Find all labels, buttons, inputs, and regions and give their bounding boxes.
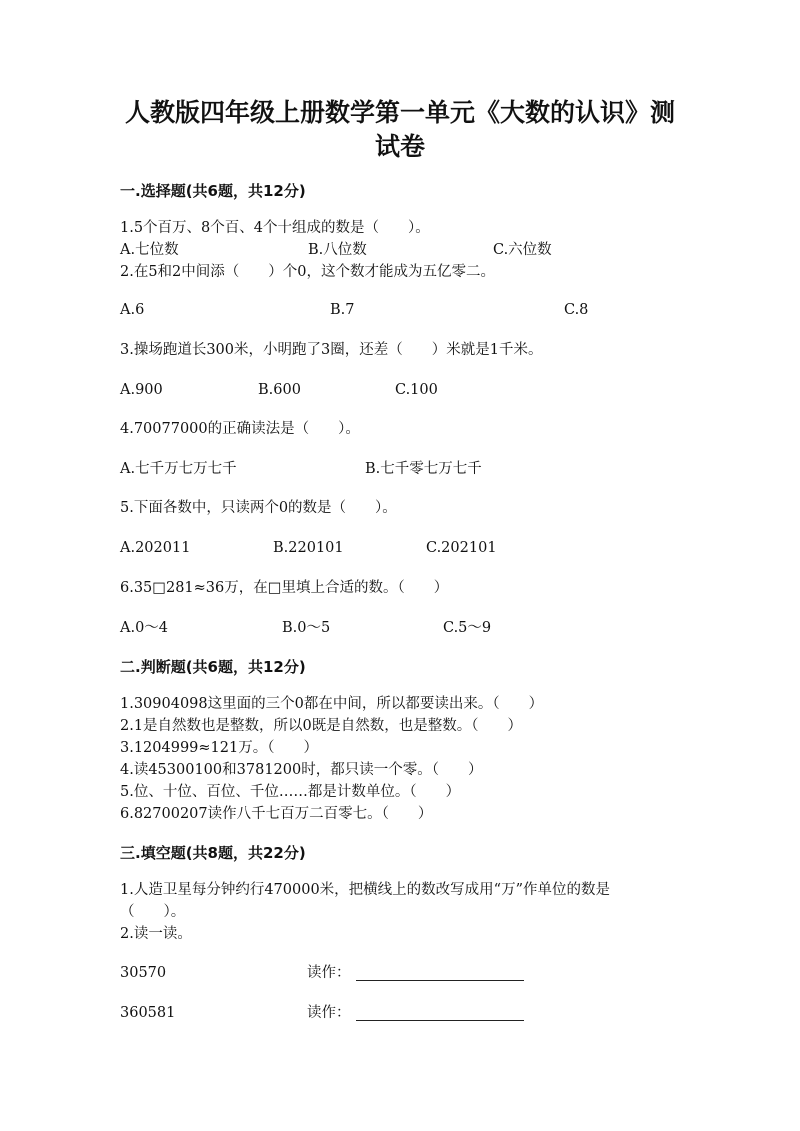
q1-1-option-a: A.七位数 (120, 242, 179, 258)
judgment-item-2: 2.1是自然数也是整数，所以0既是自然数，也是整数。（ ） (120, 718, 523, 734)
q1-1-option-b: B.八位数 (308, 242, 367, 258)
q1-5-option-a: A.202011 (120, 540, 191, 556)
q1-6-option-c: C.5～9 (443, 620, 492, 636)
page-title: 人教版四年级上册数学第一单元《大数的认识》测试卷 (124, 98, 675, 161)
question-1-5: 5.下面各数中，只读两个0的数是（ ）。 (120, 500, 397, 516)
question-1-4: 4.70077000的正确读法是（ ）。 (120, 421, 360, 437)
q1-3-option-b: B.600 (258, 382, 301, 398)
read-label-1: 读作： (307, 965, 351, 981)
section-2-heading: 二.判断题(共6题，共12分) (120, 658, 306, 676)
q1-2-option-c: C.8 (564, 302, 589, 318)
q1-2-option-a: A.6 (120, 302, 145, 318)
read-number-2: 360581 (120, 1005, 176, 1021)
judgment-item-4: 4.读45300100和3781200时，都只读一个零。（ ） (120, 762, 483, 778)
read-number-1: 30570 (120, 965, 167, 981)
q1-4-option-b: B.七千零七万七千 (365, 461, 482, 477)
answer-line-1[interactable] (356, 980, 524, 981)
section-1-heading: 一.选择题(共6题，共12分) (120, 182, 306, 200)
question-1-3: 3.操场跑道长300米，小明跑了3圈，还差（ ）米就是1千米。 (120, 342, 543, 358)
fill-question-1-line-1: 1.人造卫星每分钟约行470000米，把横线上的数改写成用“万”作单位的数是 (120, 882, 611, 898)
q1-6-option-a: A.0～4 (120, 620, 169, 636)
q1-2-option-b: B.7 (330, 302, 355, 318)
judgment-item-6: 6.82700207读作八千七百万二百零七。（ ） (120, 806, 433, 822)
q1-5-option-b: B.220101 (273, 540, 344, 556)
q1-5-option-c: C.202101 (426, 540, 497, 556)
judgment-item-1: 1.30904098这里面的三个0都在中间，所以都要读出来。（ ） (120, 696, 544, 712)
q1-1-option-c: C.六位数 (493, 242, 552, 258)
section-3-heading: 三.填空题(共8题，共22分) (120, 844, 306, 862)
q1-3-option-a: A.900 (120, 382, 163, 398)
answer-line-2[interactable] (356, 1020, 524, 1021)
read-label-2: 读作： (307, 1005, 351, 1021)
judgment-item-5: 5.位、十位、百位、千位……都是计数单位。（ ） (120, 784, 461, 800)
q1-3-option-c: C.100 (395, 382, 438, 398)
q1-4-option-a: A.七千万七万七千 (120, 461, 237, 477)
q1-6-option-b: B.0～5 (282, 620, 331, 636)
question-1-1: 1.5个百万、8个百、4个十组成的数是（ ）。 (120, 220, 430, 236)
question-1-6: 6.35□281≈36万，在□里填上合适的数。（ ） (120, 580, 449, 596)
fill-question-1-line-2: （ ）。 (120, 904, 186, 920)
question-1-2: 2.在5和2中间添（ ）个0，这个数才能成为五亿零二。 (120, 264, 496, 280)
fill-question-2: 2.读一读。 (120, 926, 192, 942)
judgment-item-3: 3.1204999≈121万。（ ） (120, 740, 318, 756)
